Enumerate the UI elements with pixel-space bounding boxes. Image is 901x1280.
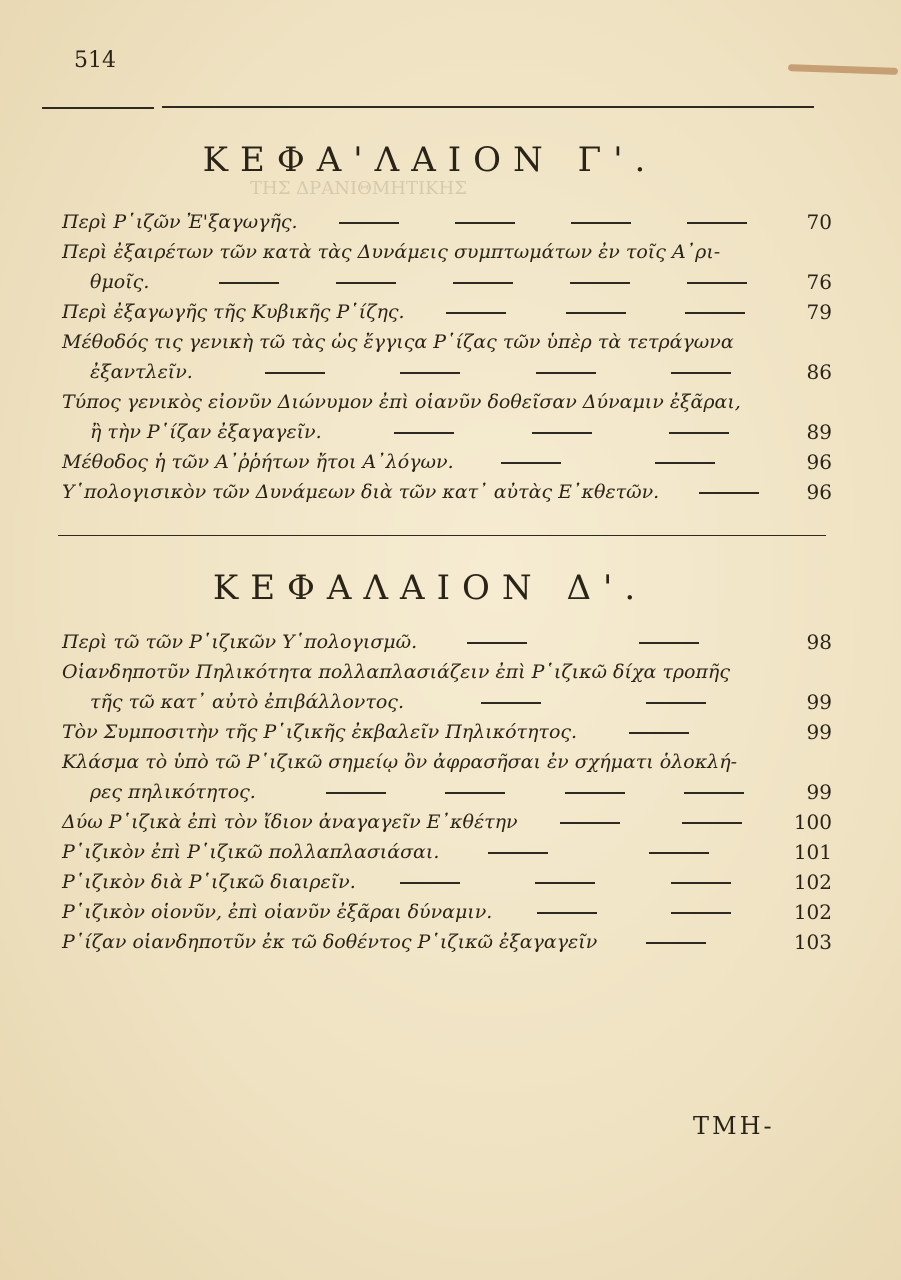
top-rule-left — [42, 107, 154, 109]
toc-entry-text: Τὸν Συμποσιτὴν τῆς Ρ῾ιζικῆς ἐκβαλεῖν Πηλικότητος. — [62, 721, 578, 743]
toc-entry-page: 103 — [793, 930, 832, 954]
toc-entry-text: Κλάσμα τὸ ὑπὸ τῶ Ρ῾ιζικῶ σημείῳ ὂν ἀφρασῆσαι ἐν σχήματι ὁλοκλή- — [62, 751, 738, 773]
toc-entry-page: 86 — [806, 360, 832, 384]
dash-mark — [669, 432, 729, 434]
toc-entry — [62, 328, 832, 358]
toc-entry-text: ἐξαντλεῖν. — [90, 361, 193, 383]
toc-entry-page: 100 — [793, 810, 832, 834]
toc-entry — [62, 778, 832, 808]
toc-entry — [62, 478, 832, 508]
toc-entry-page: 98 — [806, 630, 832, 654]
dash-mark — [649, 852, 709, 854]
toc-entry-page: 101 — [793, 840, 832, 864]
bleed-through-text: ΤΗΣ ΔΡΑΝΙΘΜΗΤΙΚΗΣ — [250, 178, 467, 199]
toc-entry-page: 99 — [806, 780, 832, 804]
toc-entry-page: 76 — [806, 270, 832, 294]
toc-entry-page: 79 — [806, 300, 832, 324]
toc-entry — [62, 718, 832, 748]
middle-rule — [58, 535, 826, 536]
dash-mark — [687, 222, 747, 224]
toc-entry — [62, 928, 832, 958]
toc-entry-text: Περὶ ἐξαιρέτων τῶν κατὰ τὰς Δυνάμεις συμπτωμάτων ἐν τοῖς Α᾿ρι- — [62, 241, 721, 263]
toc-entry — [62, 658, 832, 688]
toc-entry-page: 99 — [806, 720, 832, 744]
toc-entry-text: Μέθοδός τις γενικὴ τῶ τὰς ὡς ἔγγιςα Ρ῾ίζας τῶν ὑπὲρ τὰ τετράγωνα — [62, 331, 734, 353]
toc-entry-text: Περὶ Ρ῾ιζῶν Ἐ'ξαγωγῆς. — [62, 211, 298, 233]
toc-entry-page: 89 — [806, 420, 832, 444]
toc-entry — [62, 298, 832, 328]
chapter-3-contents — [62, 208, 832, 508]
toc-entry-page: 96 — [806, 450, 832, 474]
dash-mark — [570, 282, 630, 284]
toc-entry-text: Ρ῾ιζικὸν ἐπὶ Ρ῾ιζικῶ πολλαπλασιάσαι. — [62, 841, 440, 863]
dash-mark — [699, 492, 759, 494]
toc-entry-text: Οἱανδηποτῦν Πηλικότητα πολλαπλασιάζειν ἐπὶ Ρ῾ιζικῶ δίχα τροπῆς — [62, 661, 730, 683]
toc-entry-text: Ρ῾ίζαν οἱανδηποτῦν ἐκ τῶ δοθέντος Ρ῾ιζικῶ ἐξαγαγεῖν — [62, 931, 598, 953]
dash-mark — [488, 852, 548, 854]
dash-mark — [536, 372, 596, 374]
dash-mark — [566, 312, 626, 314]
toc-entry-text: Υ῾πολογισικὸν τῶν Δυνάμεων διὰ τῶν κατ᾿ αὐτὰς Ε᾿κθετῶν. — [62, 481, 660, 503]
dash-mark — [535, 882, 595, 884]
chapter-4-contents — [62, 628, 832, 958]
dash-mark — [684, 792, 744, 794]
toc-entry-page: 70 — [806, 210, 832, 234]
top-rule-right — [162, 106, 814, 108]
dash-mark — [455, 222, 515, 224]
dash-mark — [687, 282, 747, 284]
dash-mark — [336, 282, 396, 284]
toc-entry — [62, 748, 832, 778]
chapter-4-title: ΚΕΦΑΛΑΙΟΝ Δ'. — [212, 568, 648, 608]
dash-mark — [560, 822, 620, 824]
dash-mark — [453, 282, 513, 284]
toc-entry — [62, 628, 832, 658]
toc-entry — [62, 208, 832, 238]
toc-entry — [62, 448, 832, 478]
dash-mark — [501, 462, 561, 464]
dash-mark — [339, 222, 399, 224]
toc-entry — [62, 688, 832, 718]
toc-entry-text: ρες πηλικότητος. — [90, 781, 256, 803]
toc-entry — [62, 868, 832, 898]
toc-entry — [62, 238, 832, 268]
dash-mark — [400, 882, 460, 884]
dash-mark — [671, 882, 731, 884]
toc-entry-text: τῆς τῶ κατ᾿ αὐτὸ ἐπιβάλλοντος. — [90, 691, 404, 713]
dash-mark — [265, 372, 325, 374]
dash-mark — [400, 372, 460, 374]
dash-mark — [671, 912, 731, 914]
dash-mark — [682, 822, 742, 824]
toc-entry-page: 96 — [806, 480, 832, 504]
dash-mark — [629, 732, 689, 734]
toc-entry-page: 102 — [793, 870, 832, 894]
dash-mark — [571, 222, 631, 224]
dash-mark — [646, 942, 706, 944]
dash-mark — [219, 282, 279, 284]
toc-entry — [62, 898, 832, 928]
paper-tear — [788, 64, 898, 75]
dash-mark — [467, 642, 527, 644]
page-number: 514 — [74, 48, 116, 73]
toc-entry-text: Ρ῾ιζικὸν διὰ Ρ῾ιζικῶ διαιρεῖν. — [62, 871, 356, 893]
dash-mark — [655, 462, 715, 464]
dash-mark — [481, 702, 541, 704]
dash-mark — [537, 912, 597, 914]
toc-entry-text: Μέθοδος ἡ τῶν Α᾿ῤῥήτων ἤτοι Α᾿λόγων. — [62, 451, 454, 473]
toc-entry-text: ἢ τὴν Ρ῾ίζαν ἐξαγαγεῖν. — [90, 421, 322, 443]
toc-entry-text: Τύπος γενικὸς εἰονῦν Διώνυμον ἐπὶ οἱανῦν δοθεῖσαν Δύναμιν ἐξᾶραι, — [62, 391, 741, 413]
toc-entry — [62, 838, 832, 868]
toc-entry — [62, 268, 832, 298]
toc-entry — [62, 418, 832, 448]
toc-entry-text: θμοῖς. — [90, 271, 150, 293]
catchword: ΤΜΗ- — [693, 1112, 775, 1140]
toc-entry-page: 99 — [806, 690, 832, 714]
dash-mark — [685, 312, 745, 314]
toc-entry — [62, 388, 832, 418]
dash-mark — [326, 792, 386, 794]
dash-mark — [446, 312, 506, 314]
dash-mark — [565, 792, 625, 794]
toc-entry — [62, 808, 832, 838]
dash-mark — [445, 792, 505, 794]
toc-entry-text: Περὶ ἐξαγωγῆς τῆς Κυβικῆς Ρ῾ίζης. — [62, 301, 405, 323]
toc-entry-page: 102 — [793, 900, 832, 924]
dash-mark — [532, 432, 592, 434]
chapter-3-title: ΚΕΦΑ'ΛΑΙΟΝ Γ'. — [202, 140, 658, 180]
toc-entry-text: Περὶ τῶ τῶν Ρ῾ιζικῶν Υ῾πολογισμῶ. — [62, 631, 418, 653]
toc-entry-text: Ρ῾ιζικὸν οἱονῦν, ἐπὶ οἱανῦν ἐξᾶραι δύναμιν. — [62, 901, 493, 923]
dash-mark — [394, 432, 454, 434]
toc-entry — [62, 358, 832, 388]
toc-entry-text: Δύω Ρ῾ιζικὰ ἐπὶ τὸν ἴδιον ἀναγαγεῖν Ε᾿κθέτην — [62, 811, 518, 833]
dash-mark — [671, 372, 731, 374]
dash-mark — [646, 702, 706, 704]
dash-mark — [639, 642, 699, 644]
